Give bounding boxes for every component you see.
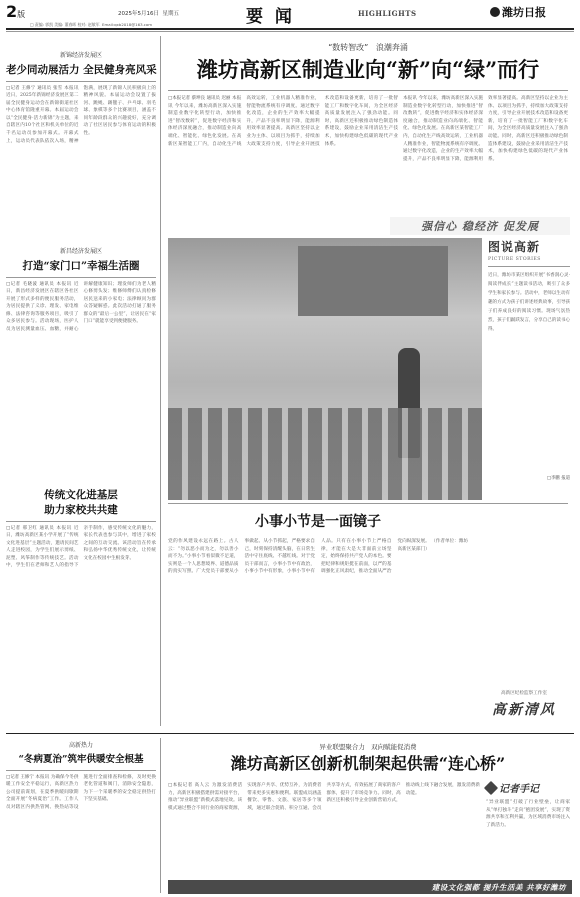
article-happy-circle — [6, 248, 156, 491]
title-rule — [6, 81, 156, 82]
article-culture — [6, 488, 156, 710]
photo-screen — [298, 246, 448, 316]
picture-stories-subtitle: PICTURE STORIES — [488, 257, 541, 262]
feature-banner: 强信心 稳经济 促发展 — [390, 217, 570, 235]
footer-banner: 建设文化强都 提升生活美 共享好潍坊 — [168, 880, 572, 894]
article-body: □记者 王修宁 通讯员 张雪 本报讯 近日，2025年新锦经济发展区第二届全民健身运动会在新锦街道社区中心体育馆隆重开幕。本届运动会以“全民健身·活力新锦”为主题，来自辖区内10个社区和机关单位的近千名运动员参加开幕式。开幕式上，运动员代表队依次入场，精神饱满，展现了新锦人民积极向上的精神风貌。本届运动会设置了拔河、跳绳、踢毽子、乒乓球、羽毛球、象棋等多个比赛项目，涵盖不同年龄段群众的兴趣爱好，充分调动了社区居民参与体育运动的积极性。 — [6, 85, 156, 144]
feature-photo — [168, 238, 482, 500]
article-title-line-1: 传统文化进基层 — [44, 489, 118, 501]
notes-body: “异业联盟”打破了行业壁垒，让商家从“单打独斗”走向“抱团发展”，实现了资源共享和互利共赢，为区域消费市场注入了新活力。 — [486, 800, 570, 828]
feature-body-right: 本报讯 今年以来，潍坊高新区深入实施制造业数字化转型行动，加快推进“智改数转”，促进数字经济和实体经济深度融合，推动制造业向高端化、智能化、绿色化发展。在高新区某智能工厂内，自动化生产线高效运转，工业机器人精准作业，智能物流系统有序调度。通过数字化改造，企业的生产效率大幅提升，产品不良率明显下降，能源利用效率显著提高。高新区坚持以企业为主体、以项目为抓手，持续加大政策支持力度，引导企业开展技术改造和设备更新，培育了一批智能工厂和数字化车间，为全区经济高质量发展注入了强劲动能。同时，高新区还积极推动绿色制造体系建设，鼓励企业采用清洁生产技术，加快构建绿色低碳的现代产业体系。 — [403, 96, 568, 162]
commentary-body: 党的作风建设永远在路上。古人云：“勿以恶小而为之，勿以善小而不为。”小事小节看似微不足道，实则是一个人思想境界、道德品质的真实写照。广大党员干部要从小事做起、从小节抓起，严格要求自己，时刻保持清醒头脑，在日常生活中守住底线、不越红线。对于党员干部而言，小事小节中有政治，小事小节中有形象，小事小节中有人品。只有在小事小节上严格自律，才能在大是大非面前立场坚定，始终保持共产党人的本色。要把纪律和规矩挺在前面，以严的基调强化正风肃纪，推动全面从严治党向纵深发展。 （作者单位：潍坊高新区某部门） — [168, 539, 468, 575]
article-title: 打造“家门口”幸福生活圈 — [22, 260, 140, 272]
slogan-title: 高新清风 — [492, 702, 556, 718]
masthead-rule-thin — [6, 31, 574, 32]
editor-line: □ 责编: 郭凯 美编: 董春晖 校对: 赵敏军 Email:qxb2018@163.com — [30, 22, 153, 27]
article-body: □记者 邢卫红 通讯员 本报讯 近日，潍坊高新区某小学开展了“传统文化进基层”主题活动，邀请民间艺人走进校园，为学生们展示剪纸、泥塑、风筝制作等传统技艺。活动中，学生们在老师和艺人的指导下亲手制作，感受传统文化的魅力，家长代表也参与其中，增进了家校之间的互动交流。该活动旨在传承和弘扬中华优秀传统文化，让传统文化在校园中生根发芽。 — [6, 525, 156, 569]
slogan-box — [478, 690, 570, 730]
feature-title: 潍坊高新区制造业向“新”向“绿”而行 — [196, 57, 540, 82]
brand-logo: 潍坊日报 — [490, 4, 546, 20]
section-title: 要 闻 — [246, 7, 295, 27]
commentary-title: 小事小节是一面镜子 — [255, 514, 381, 530]
highlights-label: HIGHLIGHTS — [358, 9, 417, 18]
picture-credit: □李鹏 报道 — [546, 475, 570, 481]
article-kicker: 新昌经济发展区 — [59, 248, 102, 255]
article-kicker: 高新热力 — [68, 742, 93, 749]
article-body: □记者 毛晓波 通讯员 本报讯 近日，新昌经济发展区在辖区各社区开展了形式多样的便民服务活动，为居民提供了义诊、理发、家电维修、法律咨询等服务项目，吸引了众多居民参与。活动现场，医护人员为居民测量血压、血糖，并耐心讲解健康知识；理发师们为老人精心修剪头发；维修师傅们认真检修居民送来的小家电；法律顾问为群众答疑解惑。此次活动打通了服务群众的“最后一公里”，让居民在“家门口”就能享受到便捷服务。 — [6, 281, 156, 333]
masthead-rule — [6, 28, 574, 30]
feature-body: □本报记者 蔡坤良 通讯员 迟丽 本报讯 今年以来，潍坊高新区深入实施制造业数字化转型行动，加快推进“智改数转”，促进数字经济和实体经济深度融合，推动制造业向高端化、智能化、绿色化发展。在高新区某智能工厂内，自动化生产线高效运转，工业机器人精准作业，智能物流系统有序调度。通过数字化改造，企业的生产效率大幅提升，产品不良率明显下降，能源利用效率显著提高。高新区坚持以企业为主体、以项目为抓手，持续加大政策支持力度，引导企业开展技术改造和设备更新，培育了一批智能工厂和数字化车间，为全区经济高质量发展注入了强劲动能。同时，高新区还积极推动绿色制造体系建设，鼓励企业采用清洁生产技术，加快构建绿色低碳的现代产业体系。 — [168, 96, 398, 147]
picture-rule — [488, 266, 570, 267]
article-kicker: 新锦经济发展区 — [59, 52, 102, 59]
masthead — [0, 0, 580, 28]
picture-stories-title: 图说高新 — [488, 240, 541, 254]
article-fitness — [6, 52, 156, 215]
issue-date: 2025年5月16日 星期五 — [118, 11, 180, 17]
title-rule — [6, 277, 156, 278]
article-title: “冬病夏治”筑牢供暖安全根基 — [18, 754, 144, 765]
pen-icon — [484, 780, 498, 794]
feature-title-rule — [168, 90, 568, 91]
picture-stories — [488, 238, 570, 500]
picture-caption: 近日，潍坊市某区组织开展“书香润心灵·阅读伴成长”主题读书活动，吸引了众多学生和家长参与。活动中，老师以生动有趣的方式为孩子们讲述经典故事，引导孩子们养成良好的阅读习惯。现场气氛热烈，孩子们踊跃发言，分享自己的读书心得。 — [488, 272, 570, 332]
title-rule — [6, 521, 156, 522]
article-title: 老少同动展活力 全民健身亮风采 — [6, 64, 157, 76]
slogan-line: 高新区纪检监察工作室 — [501, 691, 547, 696]
photo-audience — [168, 408, 482, 500]
brand-icon — [490, 7, 500, 17]
bottom-body: □本报记者 高人云 为激发消费活力，高新区积极搭建供需对接平台，推动“异业联盟”新模式落地见效。该模式通过整合不同行业的商家资源，实现客户共享、优势互补，为消费者带来更多实惠和便利。联盟成员涵盖餐饮、零售、文旅、家居等多个领域，通过联合促销、积分互通、会员共享等方式，有效拓展了商家的客户群体，提升了市场竞争力。同时，高新区还积极引导企业创新营销方式，推动线上线下融合发展，激发消费新动能。 — [168, 783, 480, 811]
article-body: □记者 王修宁 本报讯 为确保今冬供暖工作安全平稳运行，高新区热力公司提前谋划，在夏季供暖间歇期全面开展“冬病夏治”工作。工作人员对辖区内供热管网、换热站等设施进行全面排查和检修，及时更换老化管道和阀门，消除安全隐患，为下一个采暖季的安全稳定供热打下坚实基础。 — [6, 774, 156, 810]
feature-kicker: “数转智改” 浪潮奔涌 — [328, 43, 408, 52]
bottom-section-rule — [6, 733, 574, 734]
title-rule — [6, 770, 156, 771]
reporter-notes — [486, 780, 570, 876]
page-number: 2版 — [6, 2, 26, 21]
commentary-rule — [168, 503, 568, 504]
left-column-divider — [160, 36, 161, 726]
notes-title: 记者手记 — [486, 780, 570, 795]
article-title-line-2: 助力家校共共建 — [44, 504, 118, 516]
bottom-title: 潍坊高新区创新机制架起供需“连心桥” — [230, 754, 506, 773]
bottom-kicker: 异业联盟聚合力 双向赋能促消费 — [319, 743, 417, 751]
bottom-left-divider — [160, 738, 161, 893]
article-heating — [6, 742, 156, 892]
